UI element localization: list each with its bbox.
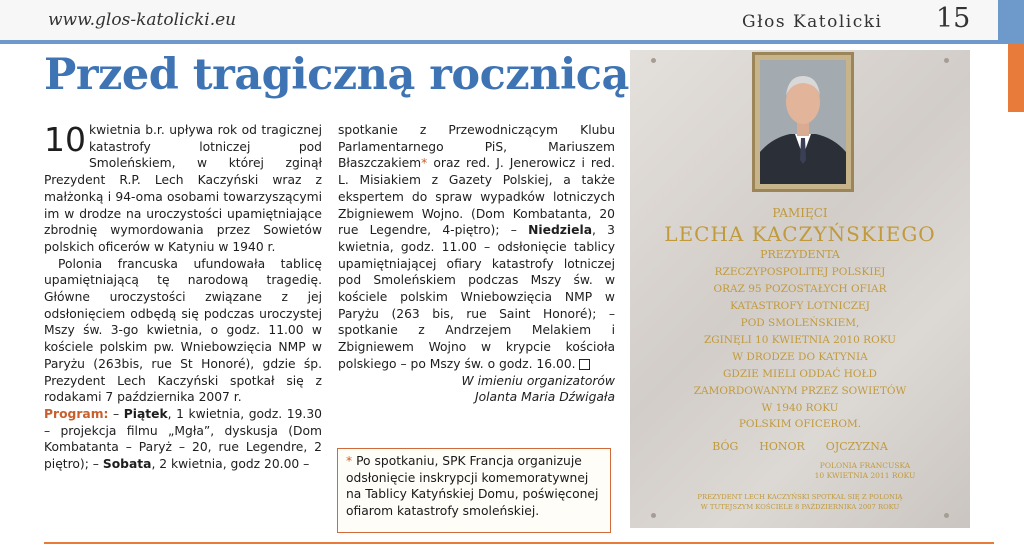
header-rule xyxy=(0,40,1008,44)
edge-tab-orange xyxy=(1008,44,1024,112)
article-column-1 xyxy=(44,122,322,473)
portrait-figure-icon xyxy=(760,60,846,184)
plaque-line: POD SMOLEŃSKIEM, xyxy=(740,317,860,329)
paragraph-plaque: Polonia francuska ufundowała tablicę upamiętniającą tę narodową tragedię. Główne uroczystości związane z jej odsłonięciem odbędą się podczas uroczystej Mszy św. 3-go kwietnia, o godz. 11.00 w kościele polskim pw. Wniebowzięcia NMP w Paryżu (263bis, rue St Honoré), gdzie śp. Prezydent Lech Kaczyński spotkał się z rodakami 7 października 2007 r. xyxy=(44,256,322,405)
plaque-line: ORAZ 95 POZOSTAŁYCH OFIAR xyxy=(713,283,887,295)
plaque-line: ZGINĘLI 10 KWIETNIA 2010 ROKU xyxy=(703,334,897,346)
screw-icon xyxy=(651,513,656,518)
plaque-line: GDZIE MIELI ODDAĆ HOŁD xyxy=(723,368,877,380)
day-saturday: Sobata xyxy=(102,457,152,472)
paragraph-program: Program: – Piątek, 1 kwietnia, godz. 19.30 – projekcja filmu „Mgła”, dyskusja (Dom Kombatanta – Paryż – 20, rue Legendre, 2 piętro); – Sobata, 2 kwietnia, godz 20.00 – xyxy=(44,406,322,472)
plaque-donor: POLONIA FRANCUSKA xyxy=(819,461,911,470)
drop-cap: 10 xyxy=(44,120,86,159)
plaque-motto: BÓG HONOR OJCZYZNA xyxy=(712,440,888,453)
paragraph-program-cont: spotkanie z Przewodniczącym Klubu Parlamentarnego PiS, Mariuszem Błaszczakiem* oraz red. J. Jenerowicz i red. L. Misiakiem z Gazety Polskiej, a także ekspertem do spraw wypadków lotniczych Zbigniewem Wojno. (Dom Kombatanta, 20 rue Legendre, 4-piętro); – Niedziela, 3 kwietnia, godz. 11.00 – odsłonięcie tablicy upamiętniającej ofiary katastrofy lotniczej pod Smoleńskiem podczas Mszy św. w kościele polskim Wniebowzięcia NMP w Paryżu (263 bis, rue Saint Honoré); – spotkanie z Andrzejem Melakiem i Zbigniewem Wojno w krypcie kościoła polskiego – po Mszy św. o godz. 16.00. xyxy=(338,123,615,371)
footnote-marker: * xyxy=(421,156,428,171)
footnote-asterisk: * xyxy=(346,454,353,468)
article-title: Przed tragiczną rocznicą xyxy=(44,50,629,100)
plaque-line: W 1940 ROKU xyxy=(761,402,839,414)
plaque-line: PAMIĘCI xyxy=(772,206,828,220)
plaque-donor-date: 10 KWIETNIA 2011 ROKU xyxy=(814,471,916,480)
day-friday: Piątek xyxy=(123,406,168,421)
end-mark-icon xyxy=(579,359,590,370)
program-label: Program: xyxy=(44,406,109,421)
plaque-line: PREZYDENTA xyxy=(760,248,840,261)
portrait-frame xyxy=(752,52,854,192)
bottom-rule xyxy=(44,542,994,544)
paragraph-intro: 10 kwietnia b.r. upływa rok od tragicznej katastrofy lotniczej pod Smoleńskiem, w której zginął Prezydent R.P. Lech Kaczyński wraz z małżonką i 94-oma osobami towarzyszącymi im w drodze na uroczystości upamiętniające zbrodnię wymordowania przez Sowietów polskich oficerów w Katyniu w 1940 r. xyxy=(44,120,322,254)
plaque-line: RZECZYPOSPOLITEJ POLSKIEJ xyxy=(714,266,886,278)
plaque-line: W DRODZE DO KATYNIA xyxy=(732,351,868,363)
masthead: Głos Katolicki xyxy=(742,12,883,32)
site-url[interactable]: www.glos-katolicki.eu xyxy=(48,10,237,30)
day-sunday: Niedziela xyxy=(528,223,592,238)
edge-tab-blue xyxy=(998,0,1024,44)
footnote-box xyxy=(337,448,611,533)
signature-role: W imieniu organizatorów xyxy=(461,373,615,388)
screw-icon xyxy=(651,58,656,63)
screw-icon xyxy=(944,58,949,63)
signature-name: Jolanta Maria Dźwigała xyxy=(474,390,615,405)
portrait-photo xyxy=(760,60,846,184)
footnote-text: Po spotkaniu, SPK Francja organizuje odsłonięcie inskrypcji komemoratywnej na Tablicy Katyńskiej Domu, poświęconej ofiarom katastrofy smoleńskiej. xyxy=(346,454,599,518)
page-header xyxy=(0,0,1024,42)
plaque-line: ZAMORDOWANYM PRZEZ SOWIETÓW xyxy=(693,385,907,397)
screw-icon xyxy=(944,513,949,518)
plaque-line: KATASTROFY LOTNICZEJ xyxy=(730,300,870,312)
plaque-footer: PREZYDENT LECH KACZYŃSKI SPOTKAŁ SIĘ Z POLONIĄ xyxy=(697,493,903,501)
plaque-name: LECHA KACZYŃSKIEGO xyxy=(664,222,936,246)
page-number: 15 xyxy=(936,3,971,34)
plaque-footer: W TUTEJSZYM KOŚCIELE 8 PAŹDZIERNIKA 2007 ROKU xyxy=(700,503,900,511)
article-column-2 xyxy=(338,122,615,406)
plaque-line: POLSKIM OFICEROM. xyxy=(738,418,862,430)
